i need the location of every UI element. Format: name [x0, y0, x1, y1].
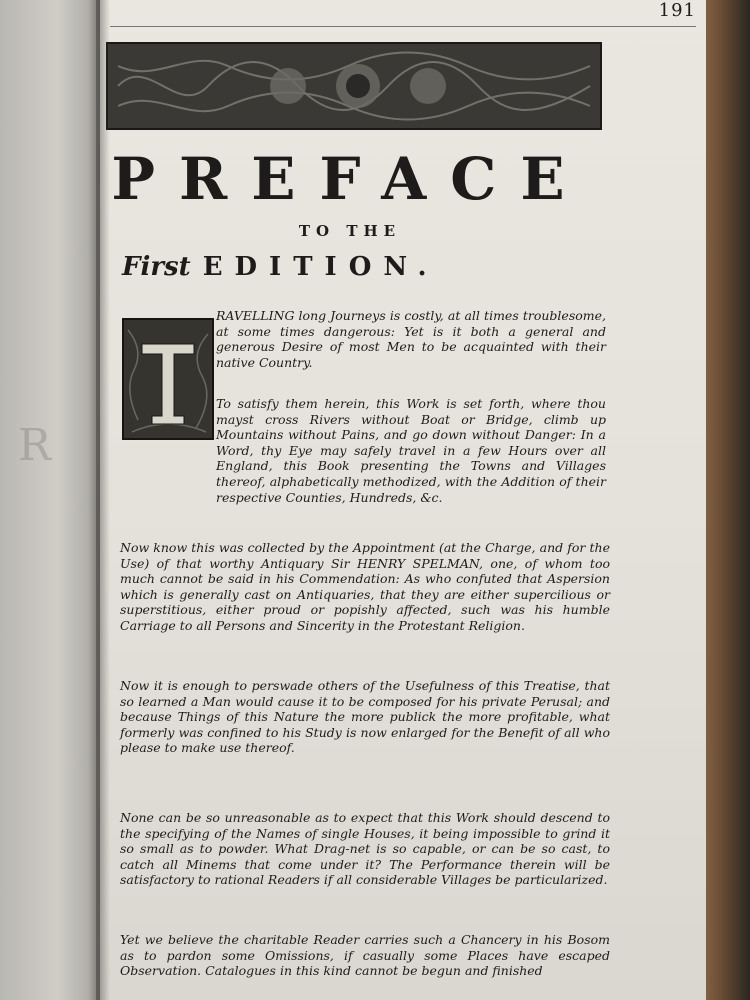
edition-word: EDITION. — [202, 252, 439, 282]
edition-line — [122, 252, 439, 282]
decorated-initial-t — [122, 318, 214, 440]
paragraph-5: None can be so unreasonable as to expect that this Work should descend to the specifying of the Names of single Houses, it being impossible to grind it so small as to powder. What Drag-net is so capable, or can be so cast, to catch all Minems that come under it? The Performance therein will be satisfactory to rational Readers if all considerable Villages be particularized. — [120, 810, 610, 888]
paragraph-1: RAVELLING long Journeys is costly, at all times troublesome, at some times dangerous: Yet is it both a general and generous Desire of most Men to be acquainted with their native Country. — [216, 308, 606, 370]
bleed-through-text: R — [18, 420, 56, 471]
page-title: PREFACE — [111, 145, 589, 213]
edition-first: First — [122, 252, 191, 282]
paragraph-6: Yet we believe the charitable Reader carries such a Chancery in his Bosom as to pardon some Omissions, if casually some Places have escaped Observation. Catalogues in this kind cannot be begun and finished — [120, 932, 610, 979]
title-subtitle: TO THE — [298, 222, 402, 240]
book-page — [100, 0, 706, 1000]
page-number: 191 — [658, 0, 696, 21]
woodcut-headpiece — [106, 42, 602, 130]
left-page — [0, 0, 96, 1000]
paragraph-3: Now know this was collected by the Appointment (at the Charge, and for the Use) of that worthy Antiquary Sir HENRY SPELMAN, one, of whom too much cannot be said in his Commendation: As who confuted that Aspersion which is generally cast on Antiquaries, that they are either supercilious or superstitious, either proud or popishly affected, such was his humble Carriage to all Persons and Sincerity in the Protestant Religion. — [120, 540, 610, 633]
book-gutter — [88, 0, 110, 1000]
paragraph-2: To satisfy them herein, this Work is set forth, where thou mayst cross Rivers without Boat or Bridge, climb up Mountains without Pains, and go down without Danger: In a Word, thy Eye may safely travel in a few Hours over all England, this Book presenting the Towns and Villages thereof, alphabetically methodized, with the Addition of their respective Counties, Hundreds, &c. — [216, 396, 606, 505]
paragraph-4: Now it is enough to perswade others of the Usefulness of this Treatise, that so learned a Man would cause it to be composed for his private Perusal; and because Things of this Nature the more publick the more profitable, what formerly was confined to his Study is now enlarged for the Benefit of all who please to make use thereof. — [120, 678, 610, 756]
header-rule — [110, 26, 696, 27]
